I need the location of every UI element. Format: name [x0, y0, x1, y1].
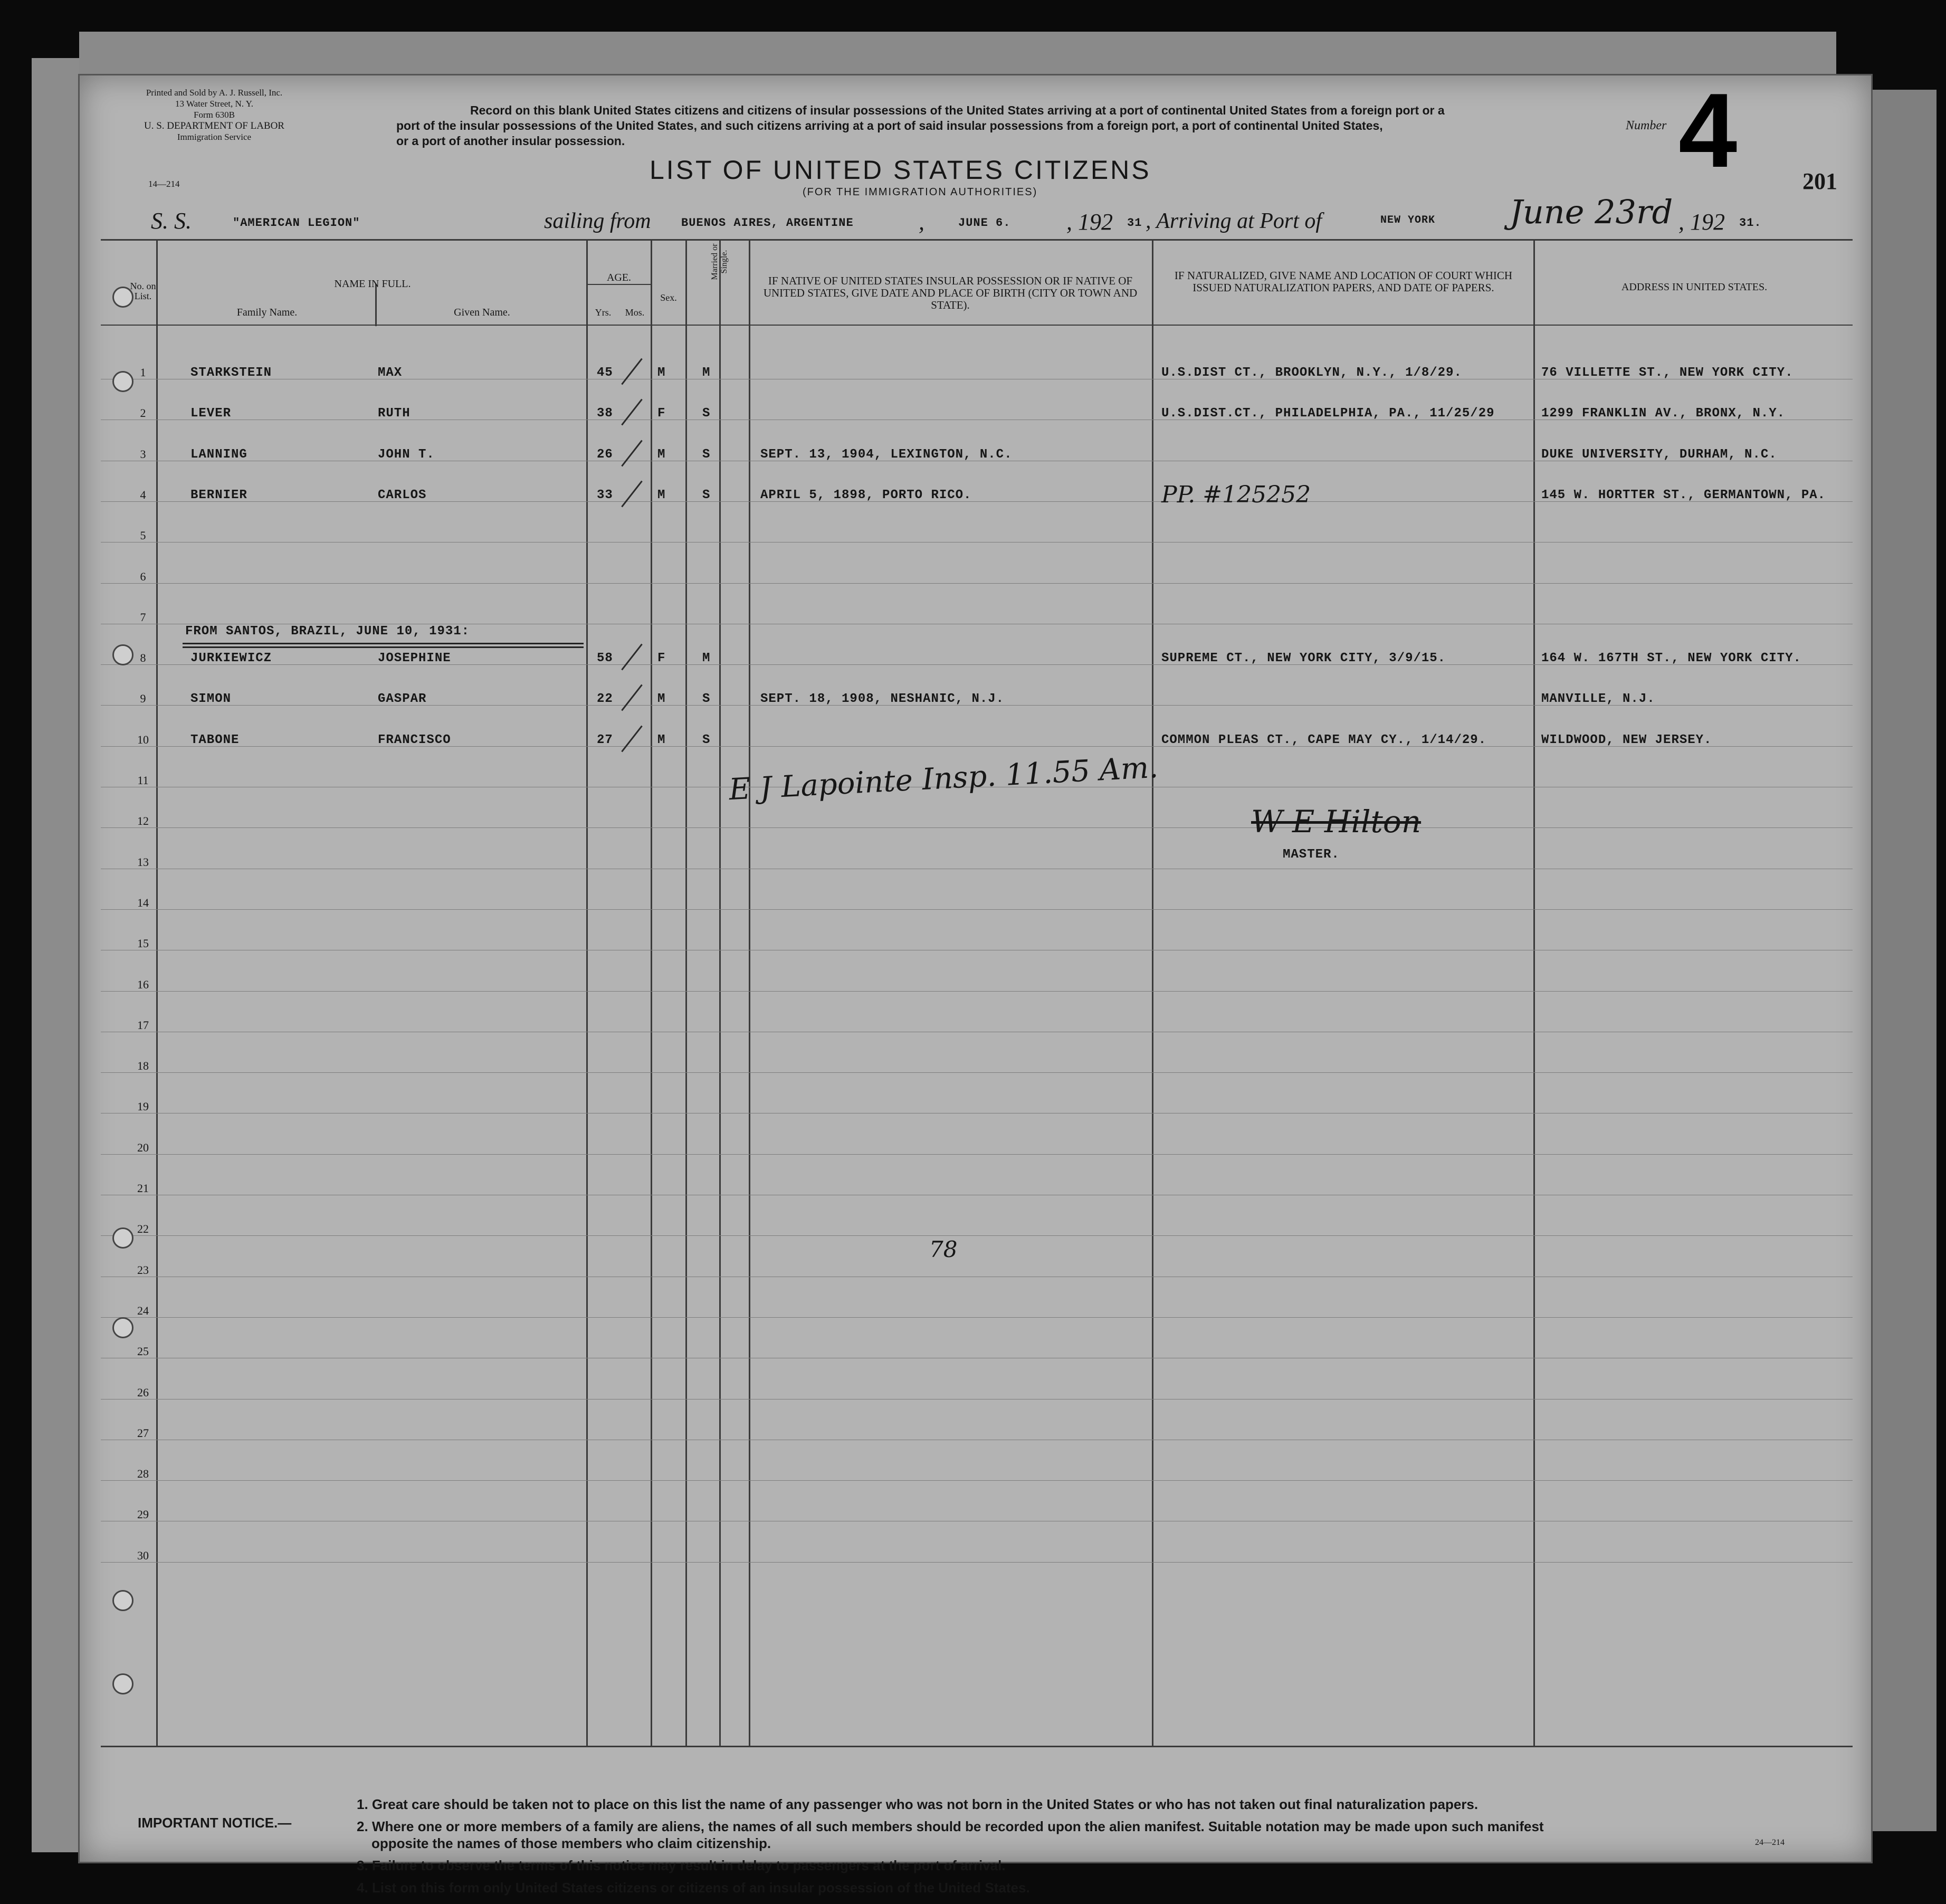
notice-item: opposite the names of those members who claim citizenship.	[371, 1835, 771, 1851]
entry-birth: SEPT. 18, 1908, NESHANIC, N.J.	[760, 692, 1005, 707]
row-number: 6	[140, 569, 146, 583]
check-mark	[621, 644, 643, 671]
row-number: 4	[140, 488, 146, 501]
santos-underline	[183, 643, 584, 644]
row-rule	[101, 1562, 1853, 1563]
inspector-signature: E J Lapointe Insp. 11.55 Am.	[728, 750, 1159, 807]
col-name-in-full: NAME IN FULL.	[334, 278, 411, 290]
row-number: 25	[137, 1345, 149, 1358]
form-code: 14—214	[148, 179, 180, 189]
row-rule	[101, 1399, 1853, 1400]
page-subtitle: (FOR THE IMMIGRATION AUTHORITIES)	[803, 186, 1038, 198]
entry-family-name: JURKIEWICZ	[190, 651, 272, 666]
entry-given-name: MAX	[378, 366, 403, 380]
footer-code: 24—214	[1755, 1838, 1785, 1847]
arrival-date: June 23rd	[1510, 193, 1673, 231]
check-mark	[621, 684, 643, 711]
santos-heading: FROM SANTOS, BRAZIL, JUNE 10, 1931:	[185, 624, 470, 639]
row-number: 28	[137, 1467, 149, 1481]
entry-marital-status: M	[702, 651, 711, 666]
row-number: 16	[137, 977, 149, 991]
ship-name: "AMERICAN LEGION"	[233, 216, 360, 230]
entry-marital-status: M	[702, 366, 711, 380]
punch-hole	[112, 287, 133, 308]
entry-given-name: JOHN T.	[378, 447, 435, 462]
row-rule	[101, 1317, 1853, 1318]
punch-hole	[112, 1317, 133, 1338]
row-number: 2	[140, 406, 146, 420]
instruction-line: port of the insular possessions of the United States, and such citizens arriving at a port of said insular possessions from a foreign port, a port of continental United States,	[396, 119, 1383, 132]
entry-age-years: 38	[597, 406, 613, 421]
check-mark	[621, 399, 643, 426]
row-rule	[101, 909, 1853, 910]
punch-hole	[112, 1227, 133, 1249]
row-rule	[101, 1480, 1853, 1481]
instruction-line: Record on this blank United States citizens and citizens of insular possessions of the United States arriving at a port of continental United States from a foreign port or a	[470, 103, 1445, 117]
instruction-line: or a port of another insular possession.	[396, 134, 625, 148]
master-label: MASTER.	[1283, 848, 1340, 862]
entry-sex: M	[657, 732, 666, 747]
entry-address: 145 W. HORTTER ST., GERMANTOWN, PA.	[1541, 488, 1826, 502]
row-number: 24	[137, 1303, 149, 1317]
entry-age-years: 27	[597, 732, 613, 747]
entry-given-name: RUTH	[378, 406, 411, 421]
entry-naturalization: COMMON PLEAS CT., CAPE MAY CY., 1/14/29.	[1161, 732, 1487, 747]
entry-marital-status: S	[702, 732, 711, 747]
form-number: Form 630B	[194, 110, 235, 120]
year-label-1: , 192	[1066, 209, 1113, 235]
col-naturalized: IF NATURALIZED, GIVE NAME AND LOCATION OF COURT WHICH ISSUED NATURALIZATION PAPERS, AND DATE OF PAPERS.	[1174, 269, 1513, 294]
page-edge-right	[1868, 90, 1937, 1831]
entry-sex: F	[657, 651, 666, 666]
col-birth: IF NATIVE OF UNITED STATES INSULAR POSSESSION OR IF NATIVE OF UNITED STATES, GIVE DATE AND PLACE OF BIRTH (CITY OR TOWN AND STATE).	[763, 274, 1138, 311]
table-bottom-rule	[101, 1746, 1853, 1747]
entry-family-name: BERNIER	[190, 488, 247, 502]
entry-birth: APRIL 5, 1898, PORTO RICO.	[760, 488, 972, 502]
entry-marital-status: S	[702, 447, 711, 462]
row-number: 8	[140, 651, 146, 665]
year-2: 31.	[1739, 216, 1762, 230]
page-number: 201	[1802, 168, 1837, 194]
entry-naturalization: U.S.DIST CT., BROOKLYN, N.Y., 1/8/29.	[1161, 366, 1462, 380]
origin-port: BUENOS AIRES, ARGENTINE	[681, 216, 854, 230]
entry-family-name: SIMON	[190, 692, 232, 707]
page-title: LIST OF UNITED STATES CITIZENS	[650, 155, 1151, 185]
important-label: IMPORTANT NOTICE.—	[138, 1815, 292, 1831]
row-number: 15	[137, 937, 149, 950]
row-number: 30	[137, 1548, 149, 1562]
col-divider	[375, 284, 377, 326]
sailing-label: sailing from	[544, 209, 651, 233]
entry-age-years: 33	[597, 488, 613, 502]
year-1: 31	[1127, 216, 1142, 230]
row-number: 26	[137, 1385, 149, 1399]
entry-naturalization: SUPREME CT., NEW YORK CITY, 3/9/15.	[1161, 651, 1446, 666]
row-number: 23	[137, 1263, 149, 1277]
col-age: AGE.	[606, 272, 632, 283]
number-value: 4	[1678, 72, 1738, 189]
departure-date: JUNE 6.	[958, 216, 1011, 230]
row-rule	[101, 827, 1853, 828]
entry-address: MANVILLE, N.J.	[1541, 692, 1655, 707]
entry-given-name: CARLOS	[378, 488, 427, 502]
entry-sex: F	[657, 406, 666, 421]
row-number: 7	[140, 610, 146, 624]
row-number: 1	[140, 366, 146, 379]
row-rule	[101, 991, 1853, 992]
table-top-rule	[101, 239, 1853, 241]
entry-age-years: 22	[597, 692, 613, 707]
notice-item: 3. Failure to observe the terms of this notice may result in delay to passengers at the port of arrival.	[357, 1858, 1006, 1873]
entry-age-years: 58	[597, 651, 613, 666]
arrival-port: NEW YORK	[1380, 214, 1436, 226]
entry-given-name: FRANCISCO	[378, 732, 451, 747]
row-number: 20	[137, 1140, 149, 1154]
col-address: ADDRESS IN UNITED STATES.	[1621, 281, 1768, 293]
entry-naturalization: U.S.DIST.CT., PHILADELPHIA, PA., 11/25/29	[1161, 406, 1495, 421]
entry-given-name: JOSEPHINE	[378, 651, 451, 666]
santos-underline	[183, 646, 584, 648]
row-number: 19	[137, 1100, 149, 1113]
entry-sex: M	[657, 447, 666, 462]
row-rule	[101, 1072, 1853, 1073]
check-mark	[621, 358, 643, 385]
row-number: 17	[137, 1018, 149, 1032]
department: U. S. DEPARTMENT OF LABOR	[144, 120, 284, 131]
row-number: 9	[140, 692, 146, 706]
entry-family-name: LANNING	[190, 447, 247, 462]
punch-hole	[112, 644, 133, 665]
col-no: No. on List.	[130, 281, 156, 301]
age-rule	[587, 284, 651, 285]
row-number: 27	[137, 1426, 149, 1440]
notice-item: 1. Great care should be taken not to place on this list the name of any passenger who was not born in the United States or who has not taken out final naturalization papers.	[357, 1796, 1478, 1812]
number-label: Number	[1626, 119, 1667, 132]
header-bottom-rule	[101, 325, 1853, 326]
row-number: 21	[137, 1182, 149, 1195]
printer-block	[111, 87, 317, 142]
punch-hole	[112, 1673, 133, 1694]
notice-item: 4. List on this form only United States citizens or citizens of an insular possession of the United States.	[357, 1880, 1030, 1896]
year-label-2: , 192	[1678, 209, 1725, 235]
entry-sex: M	[657, 488, 666, 502]
row-number: 3	[140, 447, 146, 461]
row-number: 18	[137, 1059, 149, 1073]
entry-address: DUKE UNIVERSITY, DURHAM, N.C.	[1541, 447, 1777, 462]
service: Immigration Service	[177, 132, 252, 142]
row-number: 22	[137, 1222, 149, 1236]
entry-sex: M	[657, 692, 666, 707]
col-given-name: Given Name.	[454, 307, 510, 318]
row-number: 29	[137, 1508, 149, 1521]
entry-marital-status: S	[702, 406, 711, 421]
entry-address: WILDWOOD, NEW JERSEY.	[1541, 732, 1712, 747]
entry-marital-status: S	[702, 692, 711, 707]
entry-naturalization: PP. #125252	[1161, 481, 1311, 508]
col-yrs: Yrs.	[595, 307, 612, 318]
printer-line2: 13 Water Street, N. Y.	[175, 99, 253, 109]
row-number: 12	[137, 814, 149, 828]
entry-sex: M	[657, 366, 666, 380]
notice-item: 2. Where one or more members of a family are aliens, the names of all such members should be recorded upon the alien manifest. Suitable notation may be made upon such manifest	[357, 1819, 1544, 1834]
row-number: 13	[137, 855, 149, 869]
row-number: 14	[137, 896, 149, 909]
entry-birth: SEPT. 13, 1904, LEXINGTON, N.C.	[760, 447, 1013, 462]
entry-age-years: 26	[597, 447, 613, 462]
comma: ,	[919, 209, 924, 235]
row-rule	[101, 1235, 1853, 1236]
check-mark	[621, 725, 643, 752]
ss-label: S. S.	[151, 208, 192, 234]
page-edge-top	[79, 32, 1836, 79]
important-items	[357, 1796, 1866, 1896]
entry-address: 164 W. 167TH ST., NEW YORK CITY.	[1541, 651, 1801, 666]
printer-line1: Printed and Sold by A. J. Russell, Inc.	[146, 88, 283, 98]
arriving-label: , Arriving at Port of	[1146, 209, 1322, 233]
row-rule	[101, 1154, 1853, 1155]
punch-hole	[112, 371, 133, 392]
check-mark	[621, 440, 643, 467]
entry-marital-status: S	[702, 488, 711, 502]
entry-given-name: GASPAR	[378, 692, 427, 707]
row-number: 10	[137, 732, 149, 746]
entry-family-name: TABONE	[190, 732, 240, 747]
col-married: Married or Single.	[710, 243, 729, 280]
row-rule	[101, 583, 1853, 584]
entry-family-name: STARKSTEIN	[190, 366, 272, 380]
row-number: 5	[140, 529, 146, 542]
check-mark	[621, 481, 643, 508]
margin-note: 78	[929, 1236, 958, 1262]
entry-family-name: LEVER	[190, 406, 232, 421]
punch-hole	[112, 1590, 133, 1611]
master-signature: W E Hilton	[1251, 804, 1422, 840]
manifest-sheet	[78, 72, 1873, 1896]
col-family-name: Family Name.	[236, 307, 298, 318]
instructions	[396, 103, 1663, 149]
row-number: 11	[137, 774, 149, 787]
col-sex: Sex.	[660, 292, 677, 303]
entry-address: 1299 FRANKLIN AV., BRONX, N.Y.	[1541, 406, 1786, 421]
col-mos: Mos.	[625, 307, 645, 318]
entry-age-years: 45	[597, 366, 613, 380]
entry-address: 76 VILLETTE ST., NEW YORK CITY.	[1541, 366, 1794, 380]
